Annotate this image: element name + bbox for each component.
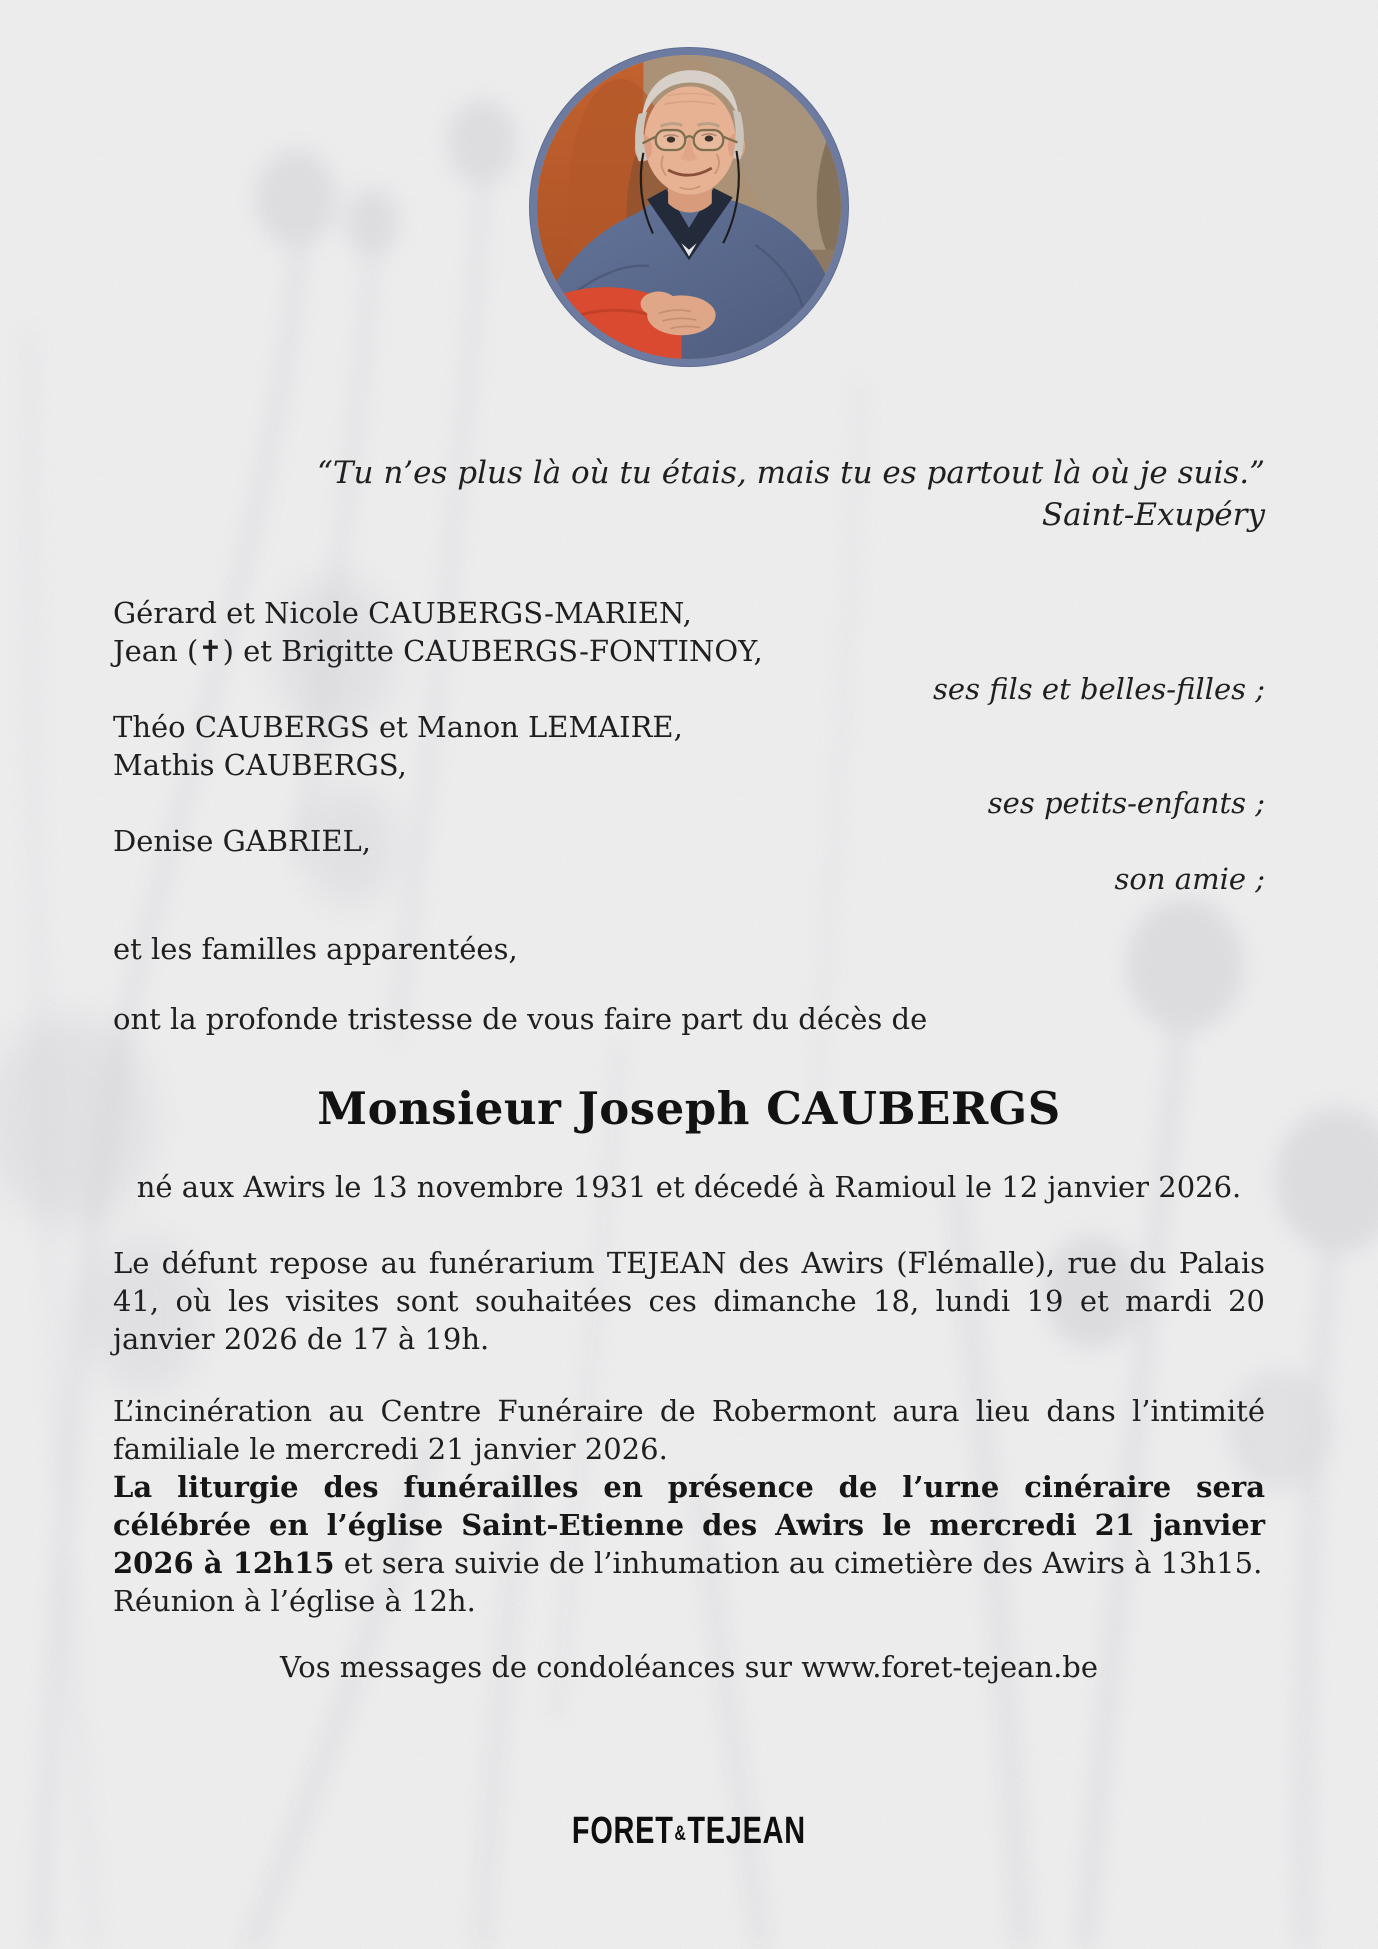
family-name: Gérard et Nicole CAUBERGS-MARIEN, xyxy=(113,596,692,630)
announcement-body xyxy=(113,452,1265,1686)
logo-foret: FORET xyxy=(572,1810,674,1852)
liturgy-rest-text: et sera suivie de l’inhumation au cimetière des Awirs à 13h15. xyxy=(334,1546,1263,1580)
quote-attribution: Saint-Exupéry xyxy=(1041,497,1265,533)
liturgy-paragraph xyxy=(113,1468,1265,1582)
family-relation: son amie ; xyxy=(1114,862,1265,896)
logo-ampersand-icon: & xyxy=(674,1822,687,1846)
family-name: Mathis CAUBERGS, xyxy=(113,748,407,782)
condolences-line: Vos messages de condoléances sur www.foret-tejean.be xyxy=(279,1650,1099,1684)
family-list xyxy=(113,594,1265,898)
ceremony-details xyxy=(113,1392,1265,1620)
reunion-line: Réunion à l’église à 12h. xyxy=(113,1584,476,1618)
quote-text: “Tu n’es plus là où tu étais, mais tu es partout là où je suis.” xyxy=(316,455,1265,491)
quote-block xyxy=(113,452,1265,536)
footer xyxy=(0,1810,1378,1853)
announcement-line: ont la profonde tristesse de vous faire part du décès de xyxy=(113,1002,928,1036)
family-relation: ses petits-enfants ; xyxy=(987,786,1265,820)
families-line: et les familles apparentées, xyxy=(113,932,518,966)
family-name: Théo CAUBERGS et Manon LEMAIRE, xyxy=(113,710,683,744)
liturgy-bold-text: La liturgie des funérailles en présence de l’urne cinéraire sera célébrée en l’église Saint-Etienne des Awirs le mercredi 21 janvier 2026 à 12h15 xyxy=(113,1470,1265,1580)
repose-paragraph: Le défunt repose au funérarium TEJEAN des Awirs (Flémalle), rue du Palais 41, où les visites sont souhaitées ces dimanche 18, lundi 19 et mardi 20 janvier 2026 de 17 à 19h. xyxy=(113,1246,1265,1356)
family-name: Jean (✝) et Brigitte CAUBERGS-FONTINOY, xyxy=(113,634,763,668)
family-relation: ses fils et belles-filles ; xyxy=(933,672,1265,706)
portrait-illustration xyxy=(537,55,841,359)
portrait-photo xyxy=(530,48,848,366)
funeral-home-logo xyxy=(572,1810,806,1853)
cremation-paragraph: L’incinération au Centre Funéraire de Robermont aura lieu dans l’intimité familiale le mercredi 21 janvier 2026. xyxy=(113,1394,1265,1466)
deceased-name: Monsieur Joseph CAUBERGS xyxy=(317,1082,1061,1135)
family-name: Denise GABRIEL, xyxy=(113,824,371,858)
logo-tejean: TEJEAN xyxy=(687,1810,806,1852)
life-dates: né aux Awirs le 13 novembre 1931 et décedé à Ramioul le 12 janvier 2026. xyxy=(136,1170,1242,1204)
